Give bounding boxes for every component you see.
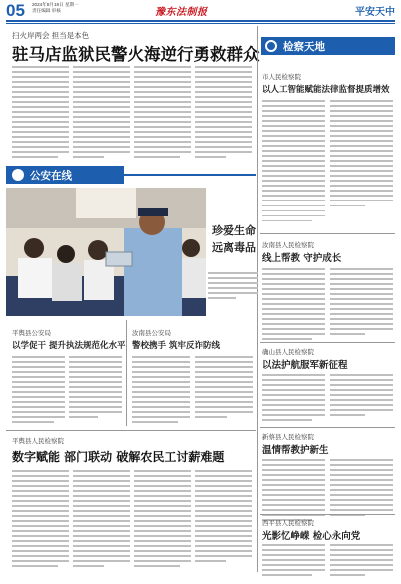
a4-body-col2 xyxy=(330,459,393,519)
a1-body-col1 xyxy=(262,100,325,225)
a2-kicker: 汝南县人民检察院 xyxy=(262,242,314,249)
a1-kicker: 市人民检察院 xyxy=(262,74,301,81)
a1-divider xyxy=(260,233,395,234)
news-photo xyxy=(6,188,206,316)
b3-headline: 数字赋能 部门联动 破解农民工讨薪难题 xyxy=(12,450,225,464)
photo-caption xyxy=(208,272,258,302)
a3-kicker: 确山县人民检察院 xyxy=(262,349,314,356)
column-banner xyxy=(261,37,395,55)
lead-body-col4 xyxy=(195,66,252,161)
lead-body-col2 xyxy=(73,66,130,161)
police-emblem-icon xyxy=(12,169,24,181)
a3-body-col1 xyxy=(262,374,325,424)
mid-divider xyxy=(126,320,127,426)
photo-illustration xyxy=(6,188,206,316)
a2-headline: 线上帮教 守护成长 xyxy=(262,253,342,264)
lead-body-col1 xyxy=(12,66,69,161)
lead-headline: 驻马店监狱民警火海逆行勇救群众 xyxy=(12,45,260,64)
a5-body-col2 xyxy=(330,544,393,579)
online-title: 公安在线 xyxy=(30,170,72,182)
a5-headline: 光影忆峥嵘 检心永向党 xyxy=(262,531,361,542)
masthead xyxy=(0,0,401,22)
a4-headline: 温情帮教护新生 xyxy=(262,445,329,456)
b1-body-col2 xyxy=(69,356,122,421)
section-title: 平安天中 xyxy=(355,7,395,18)
b3-body-col3 xyxy=(134,470,191,570)
b1-headline: 以学促干 提升执法规范化水平 xyxy=(12,341,126,351)
b1-kicker: 平舆县公安局 xyxy=(12,330,51,337)
a1-body-col2 xyxy=(330,100,393,210)
column-emblem-icon xyxy=(265,40,277,52)
a3-divider xyxy=(260,427,395,428)
a5-kicker: 西平县人民检察院 xyxy=(262,520,314,527)
b2-body-col2 xyxy=(195,356,253,421)
b3-body-col1 xyxy=(12,470,69,570)
b2-kicker: 汝南县公安局 xyxy=(132,330,171,337)
date-line: 2024年8月19日 星期一 责任编辑 审核 xyxy=(32,2,79,13)
a4-divider xyxy=(260,514,395,515)
masthead-rule xyxy=(6,20,395,22)
masthead-subrule xyxy=(6,23,395,24)
page-number: 05 xyxy=(6,1,25,20)
a5-body-col1 xyxy=(262,544,325,579)
b3-body-col4 xyxy=(195,470,252,565)
online-banner xyxy=(6,166,256,184)
b2-body-col1 xyxy=(132,356,190,426)
anti-drug-slogan: 珍爱生命 远离毒品 xyxy=(212,224,256,254)
a2-divider xyxy=(260,342,395,343)
a4-kicker: 新蔡县人民检察院 xyxy=(262,434,314,441)
newspaper-logo: 豫东法制报 xyxy=(155,7,208,18)
b3-body-col2 xyxy=(73,470,130,570)
a2-body-col1 xyxy=(262,268,325,343)
column-title: 检察天地 xyxy=(283,41,325,53)
lead-kicker: 扫火岸两会 担当是本色 xyxy=(12,31,90,40)
a3-headline: 以法护航服军新征程 xyxy=(262,360,348,371)
b3-kicker: 平舆县人民检察院 xyxy=(12,438,64,445)
a3-body-col2 xyxy=(330,374,393,419)
bottom-divider xyxy=(6,430,256,431)
lead-body-col3 xyxy=(134,66,191,161)
b1-body-col1 xyxy=(12,356,65,426)
a2-body-col2 xyxy=(330,268,393,338)
b2-headline: 警校携手 筑牢反诈防线 xyxy=(132,341,220,351)
a1-headline: 以人工智能赋能法律监督提质增效 xyxy=(262,85,390,95)
